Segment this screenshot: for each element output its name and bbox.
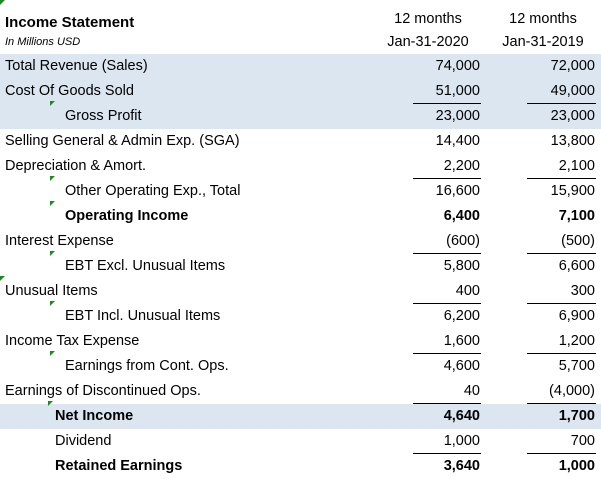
- table-row: [0, 404, 601, 429]
- row-label: Dividend: [55, 433, 112, 449]
- table-row: [0, 104, 601, 129]
- table-row: [0, 79, 601, 104]
- value-period-2: 72,000: [550, 58, 595, 74]
- row-label: Other Operating Exp., Total: [65, 183, 241, 199]
- value-period-2: 6,600: [558, 258, 595, 274]
- row-label: Interest Expense: [5, 233, 114, 249]
- value-period-2: 49,000: [550, 83, 595, 99]
- cell-comment-marker: [50, 301, 55, 306]
- row-label: Unusual Items: [5, 283, 98, 299]
- table-row: [0, 279, 601, 304]
- row-label: Earnings of Discontinued Ops.: [5, 383, 201, 399]
- cell-comment-marker: [50, 351, 55, 356]
- cell-comment-marker: [0, 276, 5, 281]
- statement-title: Income Statement: [5, 14, 135, 31]
- period-2-length: 12 months: [509, 11, 577, 27]
- table-row: [0, 54, 601, 79]
- row-label: Earnings from Cont. Ops.: [65, 358, 229, 374]
- value-period-2: (4,000): [549, 383, 595, 399]
- table-row: [0, 379, 601, 404]
- table-row: [0, 179, 601, 204]
- value-period-1: 4,600: [443, 358, 480, 374]
- row-label: Operating Income: [65, 208, 189, 224]
- row-label: Gross Profit: [65, 108, 142, 124]
- value-period-2: 700: [570, 433, 595, 449]
- table-row: [0, 129, 601, 154]
- statement-header: [0, 0, 601, 54]
- cell-comment-marker: [48, 401, 53, 406]
- value-period-2: 23,000: [550, 108, 595, 124]
- value-period-1: 14,400: [435, 133, 480, 149]
- value-period-1: 74,000: [435, 58, 480, 74]
- table-row: [0, 354, 601, 379]
- period-2-date: Jan-31-2019: [502, 34, 584, 50]
- value-period-1: 51,000: [435, 83, 480, 99]
- value-period-1: 6,200: [443, 308, 480, 324]
- value-period-1: 1,600: [443, 333, 480, 349]
- value-period-2: 13,800: [550, 133, 595, 149]
- value-period-1: 2,200: [443, 158, 480, 174]
- row-label: Selling General & Admin Exp. (SGA): [5, 133, 240, 149]
- table-row: [0, 229, 601, 254]
- value-period-1: 23,000: [435, 108, 480, 124]
- cell-comment-marker: [50, 101, 55, 106]
- statement-rows: [0, 54, 601, 479]
- value-period-2: 6,900: [558, 308, 595, 324]
- value-period-2: 7,100: [558, 208, 595, 224]
- value-period-2: 5,700: [558, 358, 595, 374]
- table-row: [0, 254, 601, 279]
- row-label: Income Tax Expense: [5, 333, 140, 349]
- period-1-length: 12 months: [394, 11, 462, 27]
- table-row: [0, 429, 601, 454]
- table-row: [0, 454, 601, 479]
- value-period-1: 5,800: [443, 258, 480, 274]
- statement-units: In Millions USD: [5, 36, 81, 48]
- value-period-1: 16,600: [435, 183, 480, 199]
- cell-comment-marker: [50, 251, 55, 256]
- value-period-2: 1,200: [558, 333, 595, 349]
- row-label: Net Income: [55, 408, 134, 424]
- row-label: Retained Earnings: [55, 458, 183, 474]
- table-row: [0, 329, 601, 354]
- value-period-1: 3,640: [443, 458, 480, 474]
- value-period-2: 1,700: [558, 408, 595, 424]
- value-period-2: 2,100: [558, 158, 595, 174]
- cell-comment-marker: [50, 201, 55, 206]
- cell-comment-marker: [50, 176, 55, 181]
- table-row: [0, 204, 601, 229]
- row-label: EBT Incl. Unusual Items: [65, 308, 221, 324]
- table-row: [0, 154, 601, 179]
- value-period-2: 300: [570, 283, 595, 299]
- value-period-1: 4,640: [443, 408, 480, 424]
- value-period-2: 15,900: [550, 183, 595, 199]
- row-label: Total Revenue (Sales): [5, 58, 148, 74]
- value-period-2: (500): [561, 233, 595, 249]
- value-period-1: 40: [463, 383, 480, 399]
- value-period-1: 6,400: [443, 208, 480, 224]
- table-row: [0, 304, 601, 329]
- row-label: EBT Excl. Unusual Items: [65, 258, 226, 274]
- value-period-1: 1,000: [443, 433, 480, 449]
- row-label: Cost Of Goods Sold: [5, 83, 134, 99]
- value-period-2: 1,000: [558, 458, 595, 474]
- value-period-1: (600): [446, 233, 480, 249]
- value-period-1: 400: [455, 283, 480, 299]
- row-label: Depreciation & Amort.: [5, 158, 147, 174]
- period-1-date: Jan-31-2020: [387, 34, 469, 50]
